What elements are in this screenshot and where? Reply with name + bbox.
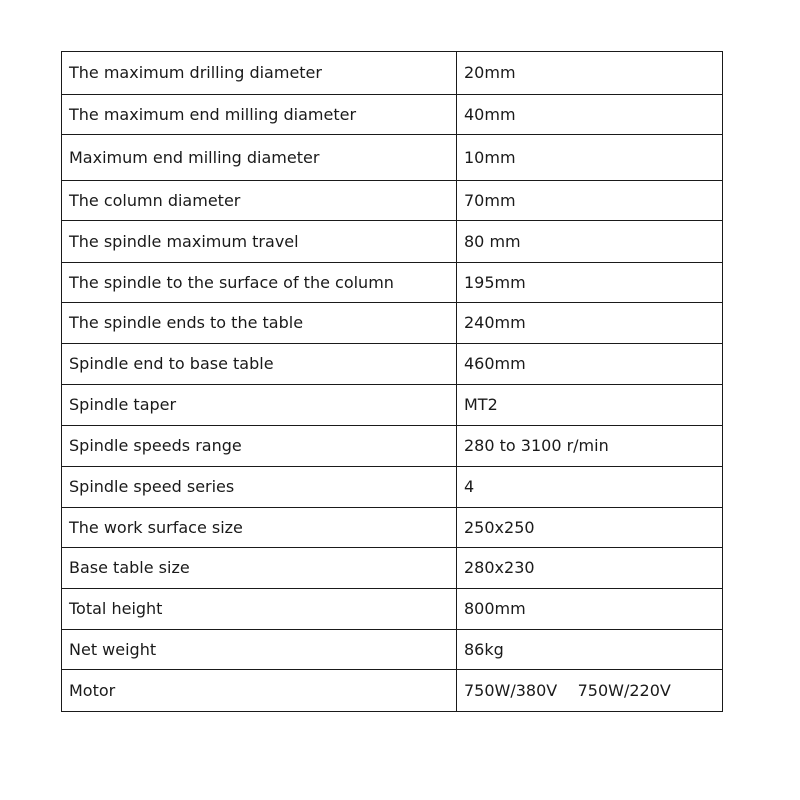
spec-value: 240mm [457, 303, 723, 344]
table-row [62, 95, 723, 135]
spec-table [61, 51, 723, 712]
spec-value: 195mm [457, 263, 723, 303]
table-row [62, 263, 723, 303]
spec-value: 4 [457, 467, 723, 508]
table-row [62, 426, 723, 467]
table-row [62, 52, 723, 95]
spec-value: 40mm [457, 95, 723, 135]
spec-label: The spindle maximum travel [62, 221, 457, 263]
table-row [62, 589, 723, 630]
spec-label: Total height [62, 589, 457, 630]
table-row [62, 508, 723, 548]
spec-label: Maximum end milling diameter [62, 135, 457, 181]
spec-label: Spindle end to base table [62, 344, 457, 385]
spec-label: The spindle to the surface of the column [62, 263, 457, 303]
spec-label: Spindle speed series [62, 467, 457, 508]
table-row [62, 467, 723, 508]
spec-value: 80 mm [457, 221, 723, 263]
spec-value: 750W/380V 750W/220V [457, 670, 723, 712]
spec-label: The maximum drilling diameter [62, 52, 457, 95]
spec-label: Spindle taper [62, 385, 457, 426]
spec-label: Motor [62, 670, 457, 712]
table-row [62, 630, 723, 670]
spec-label: Net weight [62, 630, 457, 670]
spec-value: 86kg [457, 630, 723, 670]
spec-value: 20mm [457, 52, 723, 95]
table-row [62, 135, 723, 181]
spec-label: The spindle ends to the table [62, 303, 457, 344]
table-row [62, 548, 723, 589]
spec-value: 250x250 [457, 508, 723, 548]
table-row [62, 385, 723, 426]
spec-value: 280x230 [457, 548, 723, 589]
spec-label: Spindle speeds range [62, 426, 457, 467]
table-row [62, 303, 723, 344]
spec-table-body [62, 52, 723, 712]
spec-value: MT2 [457, 385, 723, 426]
table-row [62, 221, 723, 263]
table-row [62, 670, 723, 712]
table-row [62, 344, 723, 385]
spec-value: 280 to 3100 r/min [457, 426, 723, 467]
spec-label: The maximum end milling diameter [62, 95, 457, 135]
spec-value: 800mm [457, 589, 723, 630]
spec-value: 70mm [457, 181, 723, 221]
spec-label: Base table size [62, 548, 457, 589]
table-row [62, 181, 723, 221]
spec-label: The column diameter [62, 181, 457, 221]
spec-value: 10mm [457, 135, 723, 181]
spec-value: 460mm [457, 344, 723, 385]
spec-label: The work surface size [62, 508, 457, 548]
